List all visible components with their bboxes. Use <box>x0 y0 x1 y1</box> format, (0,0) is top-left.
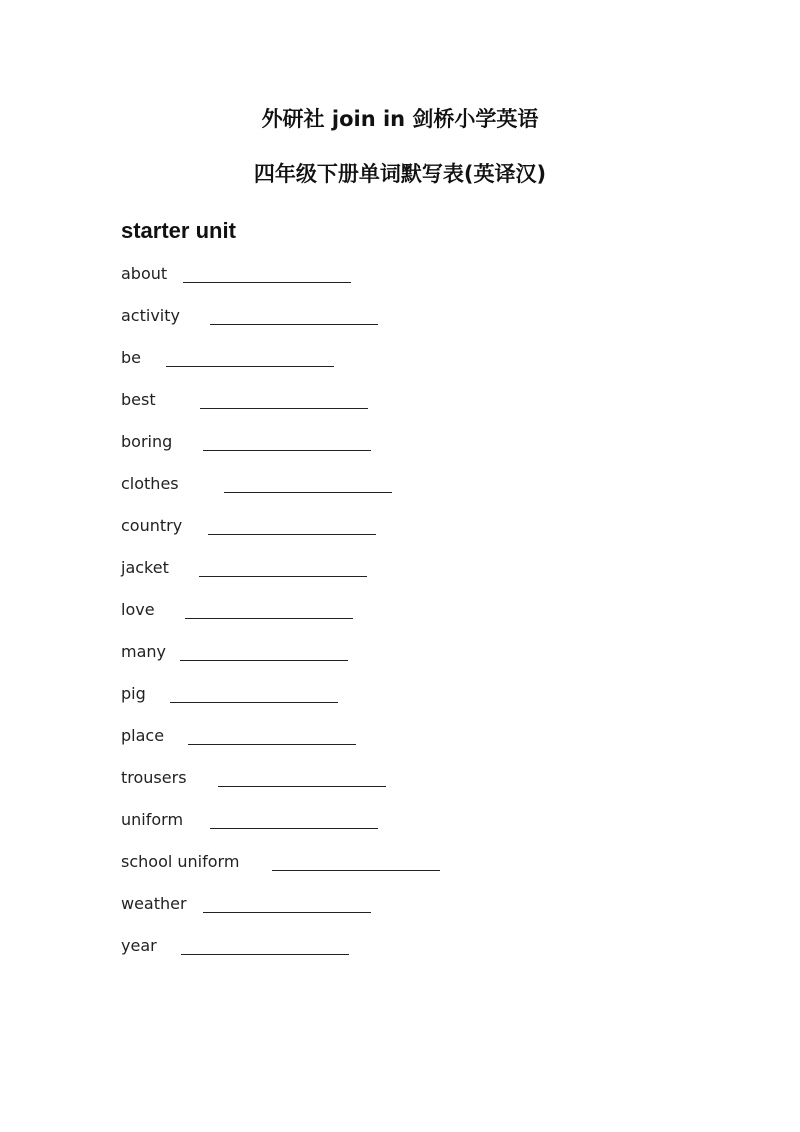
word-label: school uniform <box>121 852 240 871</box>
word-row <box>121 599 721 641</box>
answer-blank[interactable] <box>183 282 351 283</box>
word-row <box>121 263 721 305</box>
answer-blank[interactable] <box>166 366 334 367</box>
word-label: country <box>121 516 183 535</box>
word-label: boring <box>121 432 173 451</box>
answer-blank[interactable] <box>210 828 378 829</box>
word-label: trousers <box>121 768 187 787</box>
word-label: clothes <box>121 474 179 493</box>
answer-blank[interactable] <box>208 534 376 535</box>
word-label: uniform <box>121 810 184 829</box>
word-row <box>121 305 721 347</box>
word-row <box>121 473 721 515</box>
word-row <box>121 431 721 473</box>
word-row <box>121 935 721 977</box>
word-label: place <box>121 726 165 745</box>
answer-blank[interactable] <box>185 618 353 619</box>
word-row <box>121 641 721 683</box>
answer-blank[interactable] <box>181 954 349 955</box>
word-row <box>121 515 721 557</box>
word-label: about <box>121 264 168 283</box>
answer-blank[interactable] <box>203 912 371 913</box>
word-row <box>121 347 721 389</box>
word-row <box>121 557 721 599</box>
word-label: activity <box>121 306 180 325</box>
word-label: pig <box>121 684 146 703</box>
answer-blank[interactable] <box>210 324 378 325</box>
word-row <box>121 683 721 725</box>
answer-blank[interactable] <box>188 744 356 745</box>
word-label: love <box>121 600 155 619</box>
answer-blank[interactable] <box>218 786 386 787</box>
document-subtitle: 四年级下册单词默写表(英译汉) <box>253 162 547 186</box>
answer-blank[interactable] <box>203 450 371 451</box>
word-label: weather <box>121 894 187 913</box>
word-row <box>121 809 721 851</box>
word-row <box>121 767 721 809</box>
word-list <box>121 263 721 977</box>
word-row <box>121 851 721 893</box>
word-row <box>121 893 721 935</box>
answer-blank[interactable] <box>199 576 367 577</box>
section-heading: starter unit <box>121 218 236 243</box>
answer-blank[interactable] <box>200 408 368 409</box>
answer-blank[interactable] <box>170 702 338 703</box>
word-row <box>121 389 721 431</box>
word-row <box>121 725 721 767</box>
answer-blank[interactable] <box>180 660 348 661</box>
word-label: jacket <box>121 558 169 577</box>
word-label: best <box>121 390 156 409</box>
answer-blank[interactable] <box>224 492 392 493</box>
word-label: many <box>121 642 166 661</box>
document-title: 外研社 join in 剑桥小学英语 <box>261 107 539 131</box>
word-label: be <box>121 348 141 367</box>
answer-blank[interactable] <box>272 870 440 871</box>
word-label: year <box>121 936 157 955</box>
